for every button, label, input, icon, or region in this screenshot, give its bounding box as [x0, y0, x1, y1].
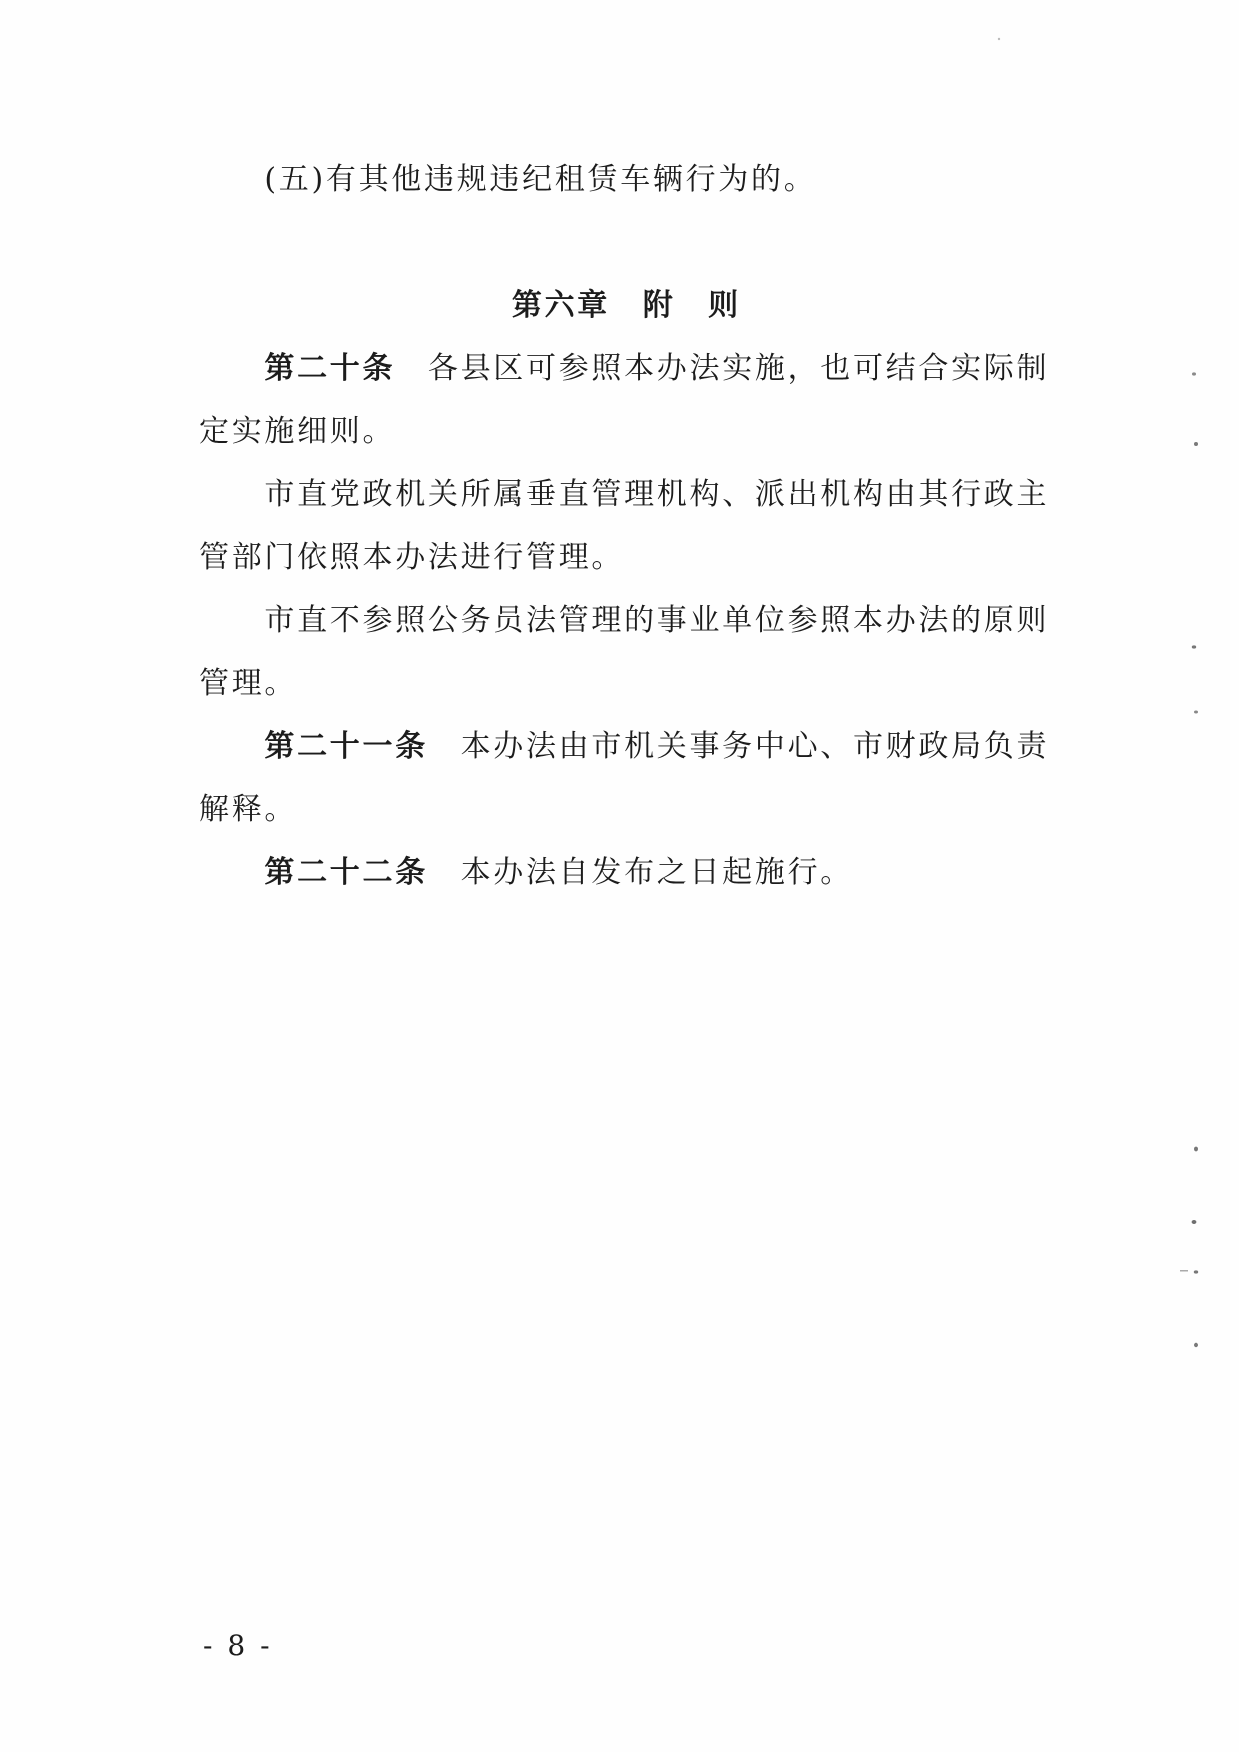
scan-speck — [1194, 1147, 1198, 1152]
article-text: 市直不参照公务员法管理的事业单位参照本办法的原则管理。 — [199, 603, 1050, 701]
scan-speck — [998, 38, 1000, 40]
scan-speck — [1192, 1220, 1197, 1224]
article-text: 本办法由市机关事务中心、市财政局负责解释。 — [199, 729, 1050, 827]
article-text: 本办法自发布之日起施行。 — [460, 855, 853, 890]
document-body — [199, 148, 1051, 904]
scan-speck — [1180, 1270, 1188, 1272]
article-text: 各县区可参照本办法实施，也可结合实际制定实施细则。 — [199, 351, 1050, 449]
page-number: - 8 - — [203, 1629, 273, 1662]
article-20 — [199, 337, 1051, 463]
article-text: 市直党政机关所属垂直管理机构、派出机构由其行政主管部门依照本办法进行管理。 — [199, 477, 1050, 575]
article-label: 第二十一条 — [264, 729, 428, 764]
scan-speck — [1192, 645, 1196, 648]
article-20-paragraph-3 — [199, 589, 1051, 715]
scan-speck — [1194, 711, 1198, 714]
article-22 — [199, 841, 1051, 904]
scan-speck — [1192, 372, 1196, 375]
chapter-title: 第六章 附 则 — [511, 288, 741, 323]
article-label: 第二十条 — [264, 351, 396, 386]
article-21 — [199, 715, 1051, 841]
article-20-paragraph-2 — [199, 463, 1051, 589]
list-item-five — [199, 148, 1051, 211]
scan-speck — [1194, 442, 1198, 446]
list-item-text: (五)有其他违规违纪租赁车辆行为的。 — [264, 162, 817, 197]
scan-speck — [1194, 1343, 1198, 1347]
article-label: 第二十二条 — [264, 855, 428, 890]
scan-speck — [1194, 1270, 1198, 1273]
